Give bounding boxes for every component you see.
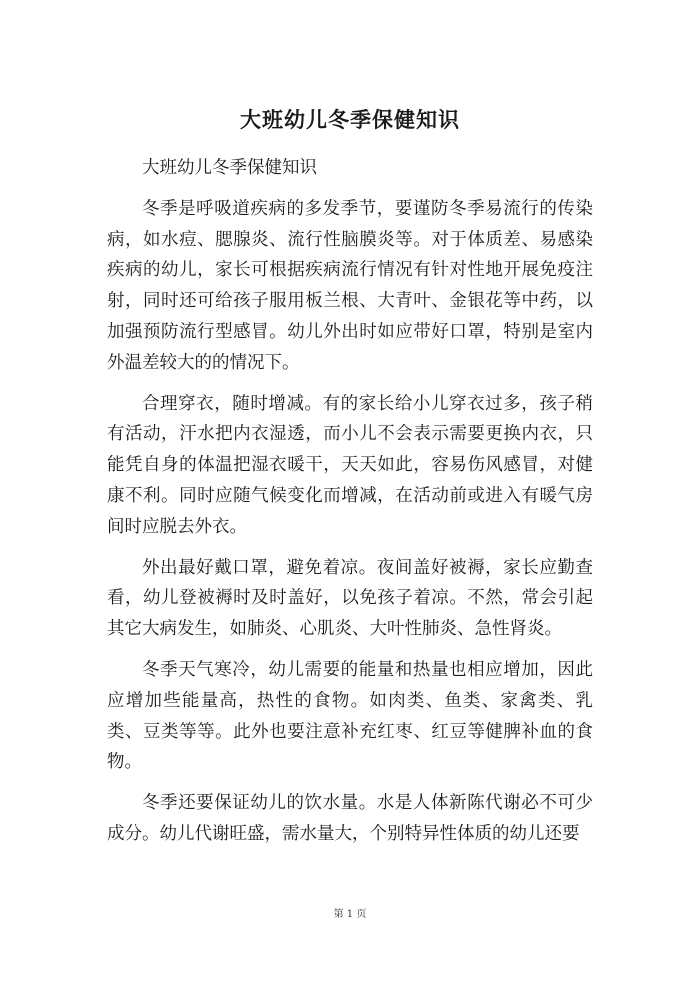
paragraph-clothing: 合理穿衣，随时增减。有的家长给小儿穿衣过多，孩子稍有活动，汗水把内衣湿透，而小儿不会表示需要更换内衣，只能凭自身的体温把湿衣暖干，天天如此，容易伤风感冒，对健康不利。同时应随气候变化而增减，在活动前或进入有暖气房间时应脱去外衣。 [107,393,593,537]
paragraph-respiratory-disease: 冬季是呼吸道疾病的多发季节，要谨防冬季易流行的传染病，如水痘、腮腺炎、流行性脑膜炎等。对于体质差、易感染疾病的幼儿，家长可根据疾病流行情况有针对性地开展免疫注射，同时还可给孩子服用板兰根、大青叶、金银花等中药，以加强预防流行型感冒。幼儿外出时如应带好口罩，特别是室内外温差较大的的情况下。 [107,198,593,373]
paragraph-diet: 冬季天气寒冷，幼儿需要的能量和热量也相应增加，因此应增加些能量高，热性的食物。如肉类、鱼类、家禽类、乳类、豆类等等。此外也要注意补充红枣、红豆等健脾补血的食物。 [107,659,593,773]
document-body [107,153,593,860]
paragraph-mask-and-bedding: 外出最好戴口罩，避免着凉。夜间盖好被褥，家长应勤查看，幼儿登被褥时及时盖好，以免孩子着凉。不然，常会引起其它大病发生，如肺炎、心肌炎、大叶性肺炎、急性肾炎。 [107,557,593,640]
paragraph-subtitle: 大班幼儿冬季保健知识 [142,158,317,178]
page-title: 大班幼儿冬季保健知识 [240,108,460,132]
page-number: 第 1 页 [333,909,367,920]
paragraph-water-intake: 冬季还要保证幼儿的饮水量。水是人体新陈代谢必不可少成分。幼儿代谢旺盛，需水量大，个别特异性体质的幼儿还要 [107,793,593,844]
